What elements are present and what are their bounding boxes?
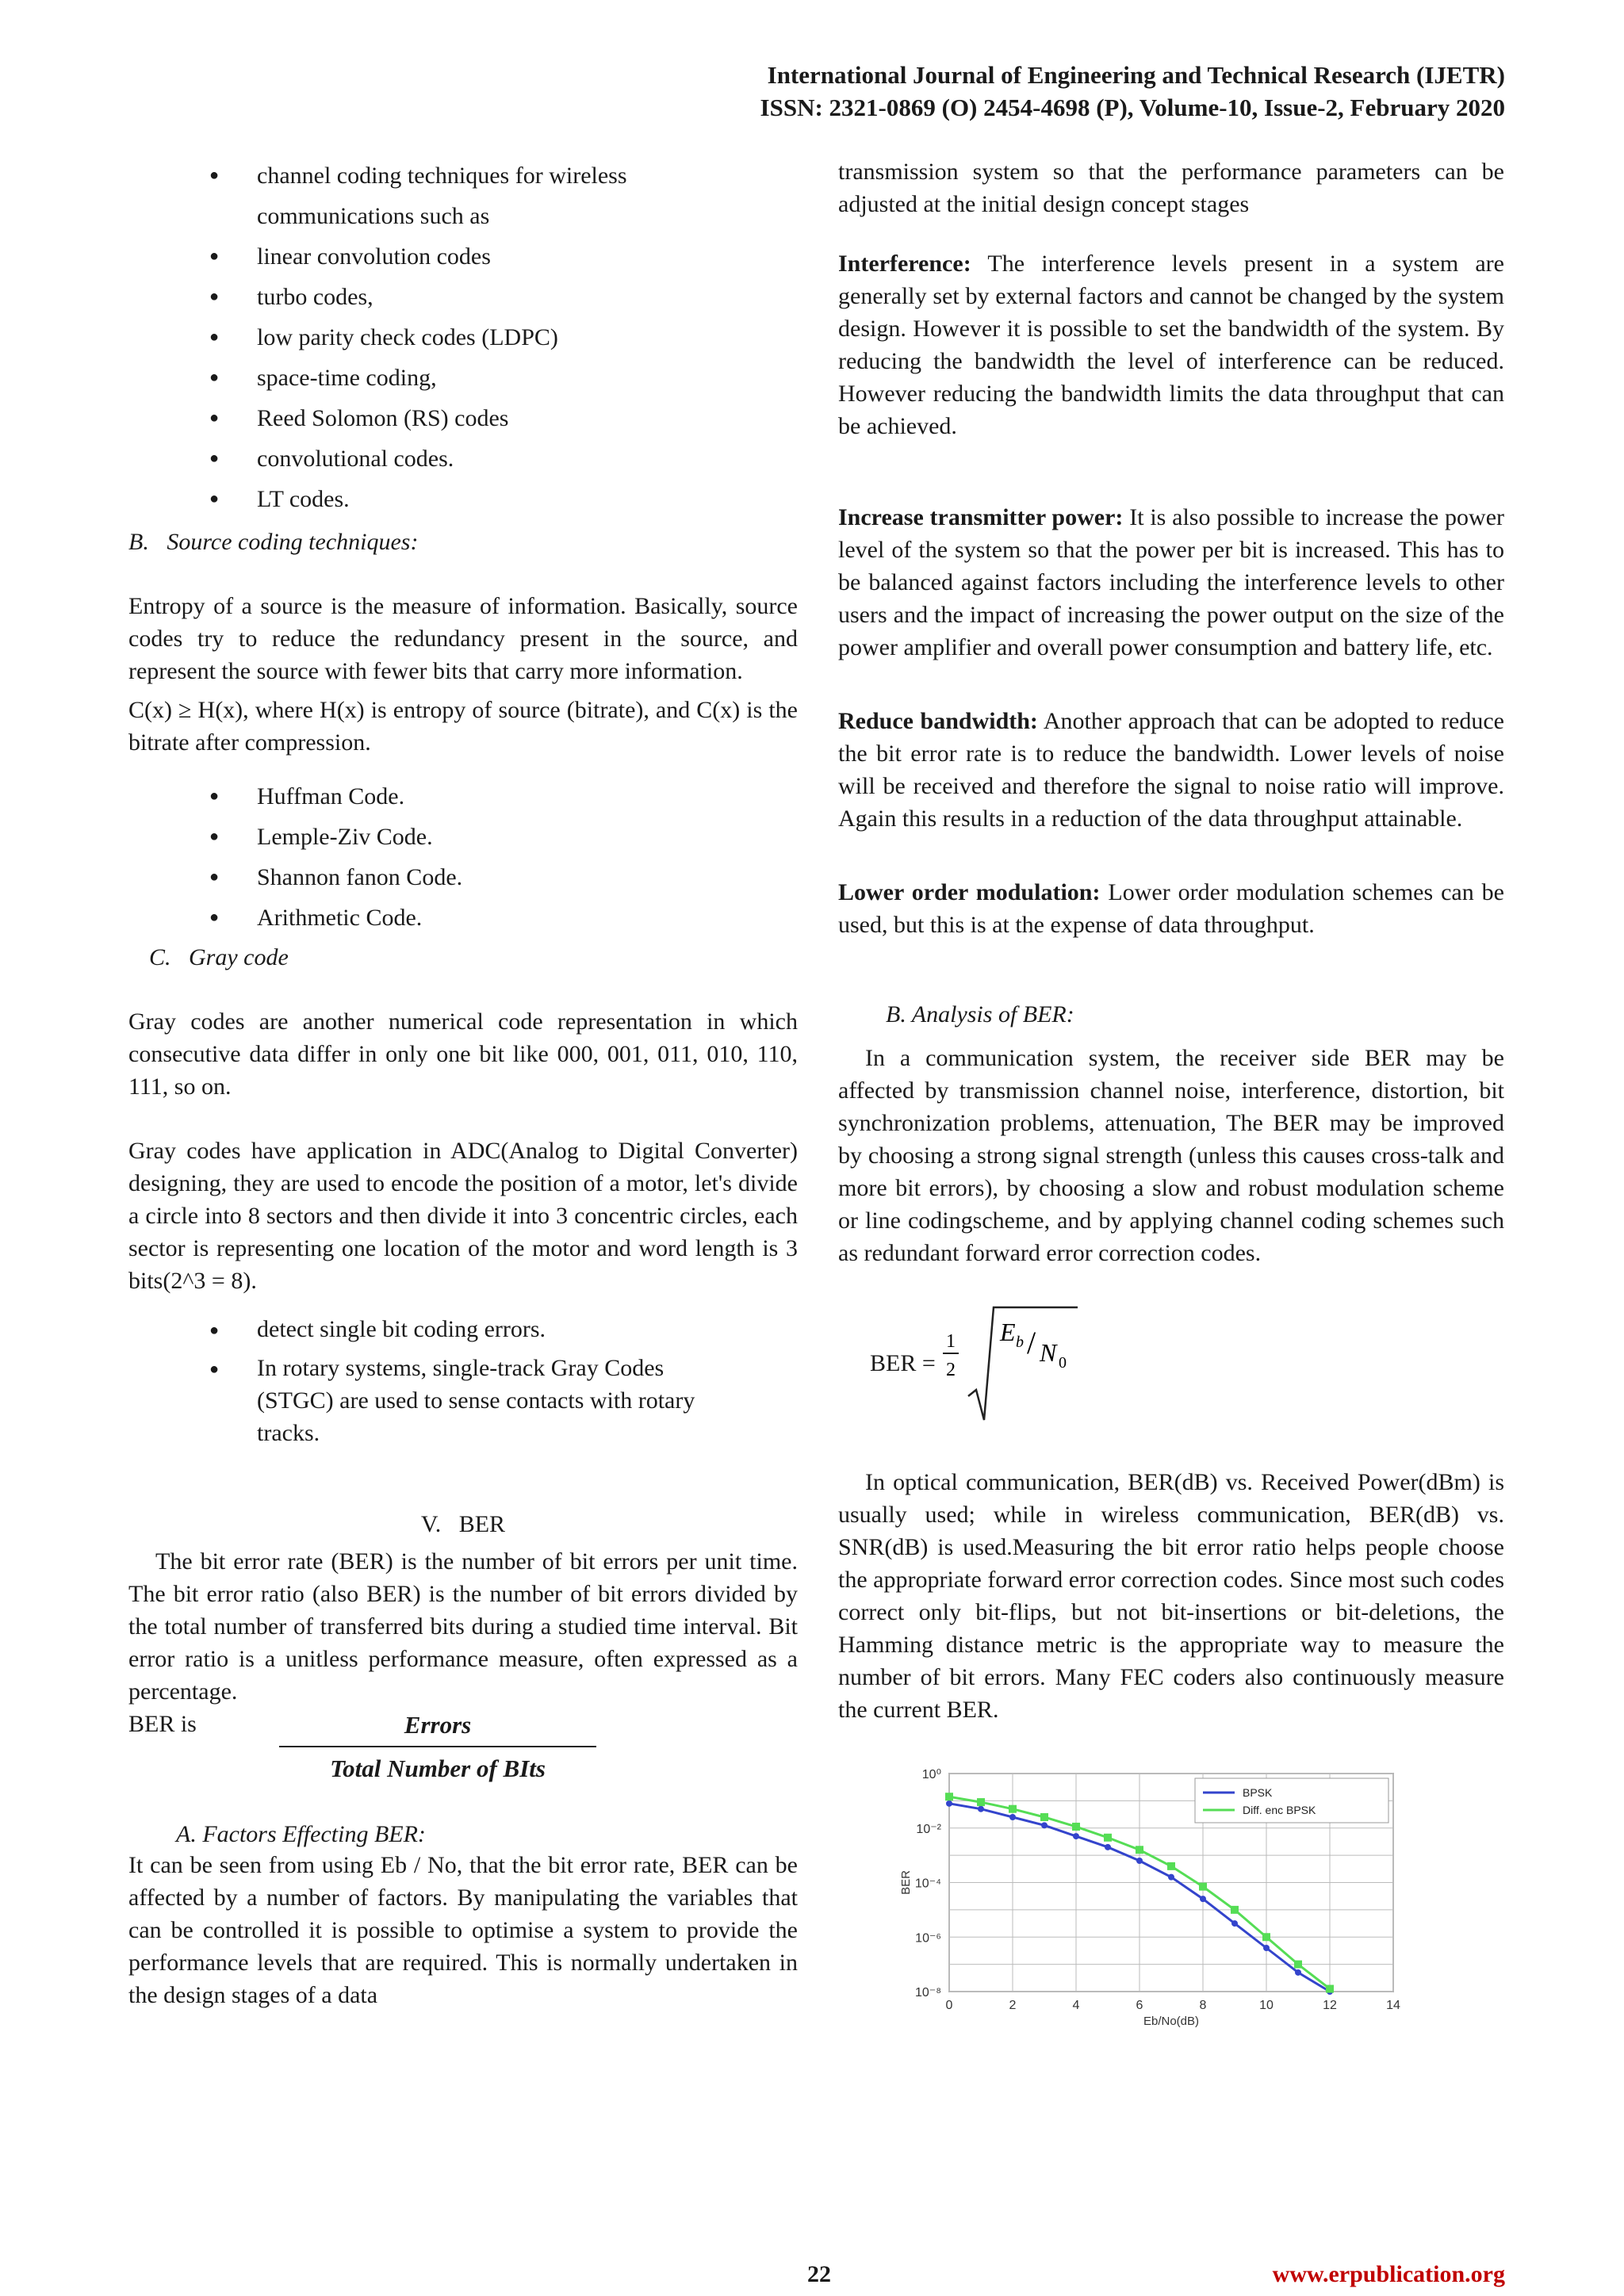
section-heading-analysis: B. Analysis of BER:	[886, 1001, 1074, 1027]
ber-chart-svg	[894, 1758, 1480, 2027]
y-tick-label: 10⁻⁴	[914, 1877, 941, 1891]
section-heading-factors: A. Factors Effecting BER:	[176, 1821, 426, 1847]
fraction-denominator: Total Number of BIts	[330, 1755, 546, 1782]
factors-paragraph: It can be seen from using Eb / No, that the bit error rate, BER can be affected by a number of factors. By manipulating the variables that can be controlled it is possible to optimise a system to provide the performance levels that are required. This is normally undertaken in the design stages of a data	[128, 1852, 798, 2008]
ber-equation-formula	[943, 1301, 1086, 1452]
list-item: ● LT codes.	[128, 479, 798, 519]
data-point	[1136, 1846, 1143, 1854]
modulation-paragraph	[838, 876, 1504, 941]
channel-coding-list	[128, 155, 798, 519]
right-column	[838, 155, 1504, 2027]
list-item: ● convolutional codes.	[128, 438, 798, 479]
gray-code-list	[128, 1313, 798, 1449]
journal-issn: ISSN: 2321-0869 (O) 2454-4698 (P), Volume-10, Issue-2, February 2020	[760, 94, 1505, 121]
legend-label: BPSK	[1243, 1786, 1273, 1799]
data-point	[1294, 1961, 1302, 1969]
list-item: ● linear convolution codes	[128, 236, 798, 277]
journal-header	[760, 59, 1505, 124]
y-tick-label: 10⁰	[921, 1768, 941, 1781]
x-tick-label: 4	[1072, 1999, 1080, 2012]
data-point	[1200, 1896, 1206, 1902]
ber-is-label: BER is	[128, 1711, 197, 1737]
gray-code-paragraph-2: Gray codes have application in ADC(Analog to Digital Converter) designing, they are used to encode the position of a motor, let's divide a circle into 8 sectors and then divide it into 3 concentric circles, each sector is representing one location of the motor and word length is 3 bits(2^3 = 8).	[128, 1138, 798, 1294]
n0-subscript: 0	[1059, 1354, 1067, 1372]
ber-fraction	[279, 1709, 596, 1785]
data-point	[1009, 1805, 1017, 1813]
list-item: ● low parity check codes (LDPC)	[128, 317, 798, 358]
x-tick-label: 10	[1259, 1999, 1274, 2012]
y-axis-label: BER	[899, 1870, 913, 1895]
data-point	[1009, 1814, 1016, 1820]
x-tick-label: 0	[945, 1999, 953, 2012]
optical-paragraph: In optical communication, BER(dB) vs. Received Power(dBm) is usually used; while in wireless communication, BER(dB) vs. SNR(dB) is used.Measuring the bit error ratio helps people choose the appropriate forward error correction codes. Since most such codes correct only bit-flips, but not bit-insertions or bit-deletions, the Hamming distance metric is the appropriate way to measure the number of bit errors. Many FEC coders also continuously measure the current BER.	[838, 1469, 1504, 1723]
data-point	[1326, 1985, 1334, 1993]
continued-paragraph: transmission system so that the performance parameters can be adjusted at the initial design concept stages	[838, 159, 1504, 217]
list-item: ● Arithmetic Code.	[128, 897, 798, 938]
y-tick-label: 10⁻²	[916, 1822, 941, 1836]
data-point	[1041, 1822, 1048, 1828]
list-item: ● Shannon fanon Code.	[128, 857, 798, 897]
eb-symbol: E	[1000, 1318, 1016, 1346]
half-numerator: 1	[946, 1331, 956, 1352]
footer-url: www.erpublication.org	[1272, 2261, 1505, 2287]
power-text: It is also possible to increase the power level of the system so that the power per bit is increased. This has to be balanced against factors including the interference levels to other users and the impact of increasing the power output on the size of the power amplifier and overall power consumption and battery life, etc.	[838, 504, 1505, 660]
ber-definition-paragraph: The bit error rate (BER) is the number of bit errors per unit time. The bit error ratio (also BER) is the number of bit errors divided by the total number of transferred bits during a studied time interval. Bit error ratio is a unitless performance measure, often expressed as a percentage.	[128, 1548, 798, 1705]
x-axis-label: Eb/No(dB)	[1143, 2015, 1200, 2027]
y-tick-label: 10⁻⁶	[915, 1931, 941, 1946]
division-slash: /	[1027, 1325, 1036, 1360]
interference-paragraph	[838, 247, 1504, 442]
data-point	[1231, 1920, 1238, 1927]
gray-code-paragraph-1: Gray codes are another numerical code representation in which consecutive data differ in only one bit like 000, 001, 011, 010, 110, 111, so on.	[128, 1008, 798, 1100]
data-point	[1263, 1945, 1270, 1951]
left-column	[128, 155, 798, 2011]
bandwidth-paragraph	[838, 705, 1504, 835]
data-point	[977, 1798, 985, 1806]
entropy-paragraph: Entropy of a source is the measure of information. Basically, source codes try to reduce the redundancy present in the source, and represent the source with fewer bits that carry more information.	[128, 593, 798, 684]
interference-title: Interference:	[838, 251, 971, 277]
data-point	[1072, 1823, 1080, 1831]
list-item: ● space-time coding,	[128, 358, 798, 398]
data-point	[1073, 1833, 1079, 1839]
list-item: ● Reed Solomon (RS) codes	[128, 398, 798, 438]
half-denominator: 2	[946, 1360, 956, 1380]
bitrate-paragraph: C(x) ≥ H(x), where H(x) is entropy of source (bitrate), and C(x) is the bitrate after compression.	[128, 697, 798, 756]
bandwidth-title: Reduce bandwidth:	[838, 708, 1038, 734]
x-tick-label: 6	[1136, 1999, 1143, 2012]
legend-label: Diff. enc BPSK	[1243, 1804, 1316, 1816]
x-tick-label: 12	[1323, 1999, 1337, 2012]
x-tick-label: 2	[1009, 1999, 1017, 2012]
y-tick-label: 10⁻⁸	[915, 1986, 941, 1999]
journal-title: International Journal of Engineering and Technical Research (IJETR)	[767, 61, 1505, 89]
power-title: Increase transmitter power:	[838, 504, 1124, 530]
data-point	[945, 1793, 953, 1800]
data-point	[1040, 1813, 1048, 1821]
data-point	[1168, 1874, 1174, 1881]
data-point	[946, 1800, 952, 1807]
data-point	[1104, 1834, 1112, 1842]
list-item: ● detect single bit coding errors.	[128, 1313, 798, 1345]
data-point	[1231, 1906, 1239, 1914]
list-item: ● turbo codes,	[128, 277, 798, 317]
list-item: ● channel coding techniques for wireless communications such as	[128, 155, 798, 236]
ber-equation	[838, 1301, 1504, 1452]
section-heading-source-coding: B. Source coding techniques:	[128, 529, 419, 555]
power-paragraph	[838, 501, 1504, 664]
fraction-numerator: Errors	[404, 1711, 472, 1739]
data-point	[1295, 1969, 1301, 1976]
interference-text: The interference levels present in a system are generally set by external factors and cannot be changed by the system design. However it is possible to set the bandwidth of the system. By reducing the bandwidth the level of interference can be reduced. However reducing the bandwidth limits the data throughput that can be achieved.	[838, 251, 1504, 439]
n0-symbol: N	[1040, 1338, 1057, 1367]
x-tick-label: 14	[1386, 1999, 1400, 2012]
section-heading-ber: V. BER	[420, 1511, 506, 1537]
eb-subscript: b	[1016, 1334, 1024, 1351]
data-point	[978, 1806, 984, 1812]
page-number: 22	[807, 2261, 831, 2287]
data-point	[1136, 1858, 1143, 1864]
data-point	[1167, 1862, 1175, 1870]
x-tick-label: 8	[1199, 1999, 1207, 2012]
data-point	[1199, 1883, 1207, 1891]
source-coding-list	[128, 776, 798, 938]
modulation-title: Lower order modulation:	[838, 879, 1101, 905]
data-point	[1105, 1844, 1111, 1850]
modulation-text: Lower order modulation schemes can be used, but this is at the expense of data throughput.	[838, 879, 1504, 938]
analysis-paragraph: In a communication system, the receiver side BER may be affected by transmission channel noise, interference, distortion, bit synchronization problems, attenuation, The BER may be improved by choosing a strong signal strength (unless this causes cross-talk and more bit errors), by choosing a slow and robust modulation scheme or line codingscheme, and by applying channel coding schemes such as redundant forward error correction codes.	[838, 1045, 1504, 1266]
list-item: ● Lemple-Ziv Code.	[128, 817, 798, 857]
bandwidth-text: Another approach that can be adopted to reduce the bit error rate is to reduce the bandwidth. Lower levels of noise will be received and therefore the signal to noise ratio will improve. Again this results in a reduction of the data throughput attainable.	[838, 708, 1504, 832]
list-item: ● Huffman Code.	[128, 776, 798, 817]
section-heading-gray-code: C. Gray code	[149, 944, 289, 970]
list-item: ● In rotary systems, single-track Gray Codes (STGC) are used to sense contacts with rotary tracks.	[128, 1352, 798, 1449]
ber-equation-label: BER =	[870, 1350, 936, 1376]
ber-chart	[894, 1758, 1480, 2027]
data-point	[1262, 1933, 1270, 1941]
